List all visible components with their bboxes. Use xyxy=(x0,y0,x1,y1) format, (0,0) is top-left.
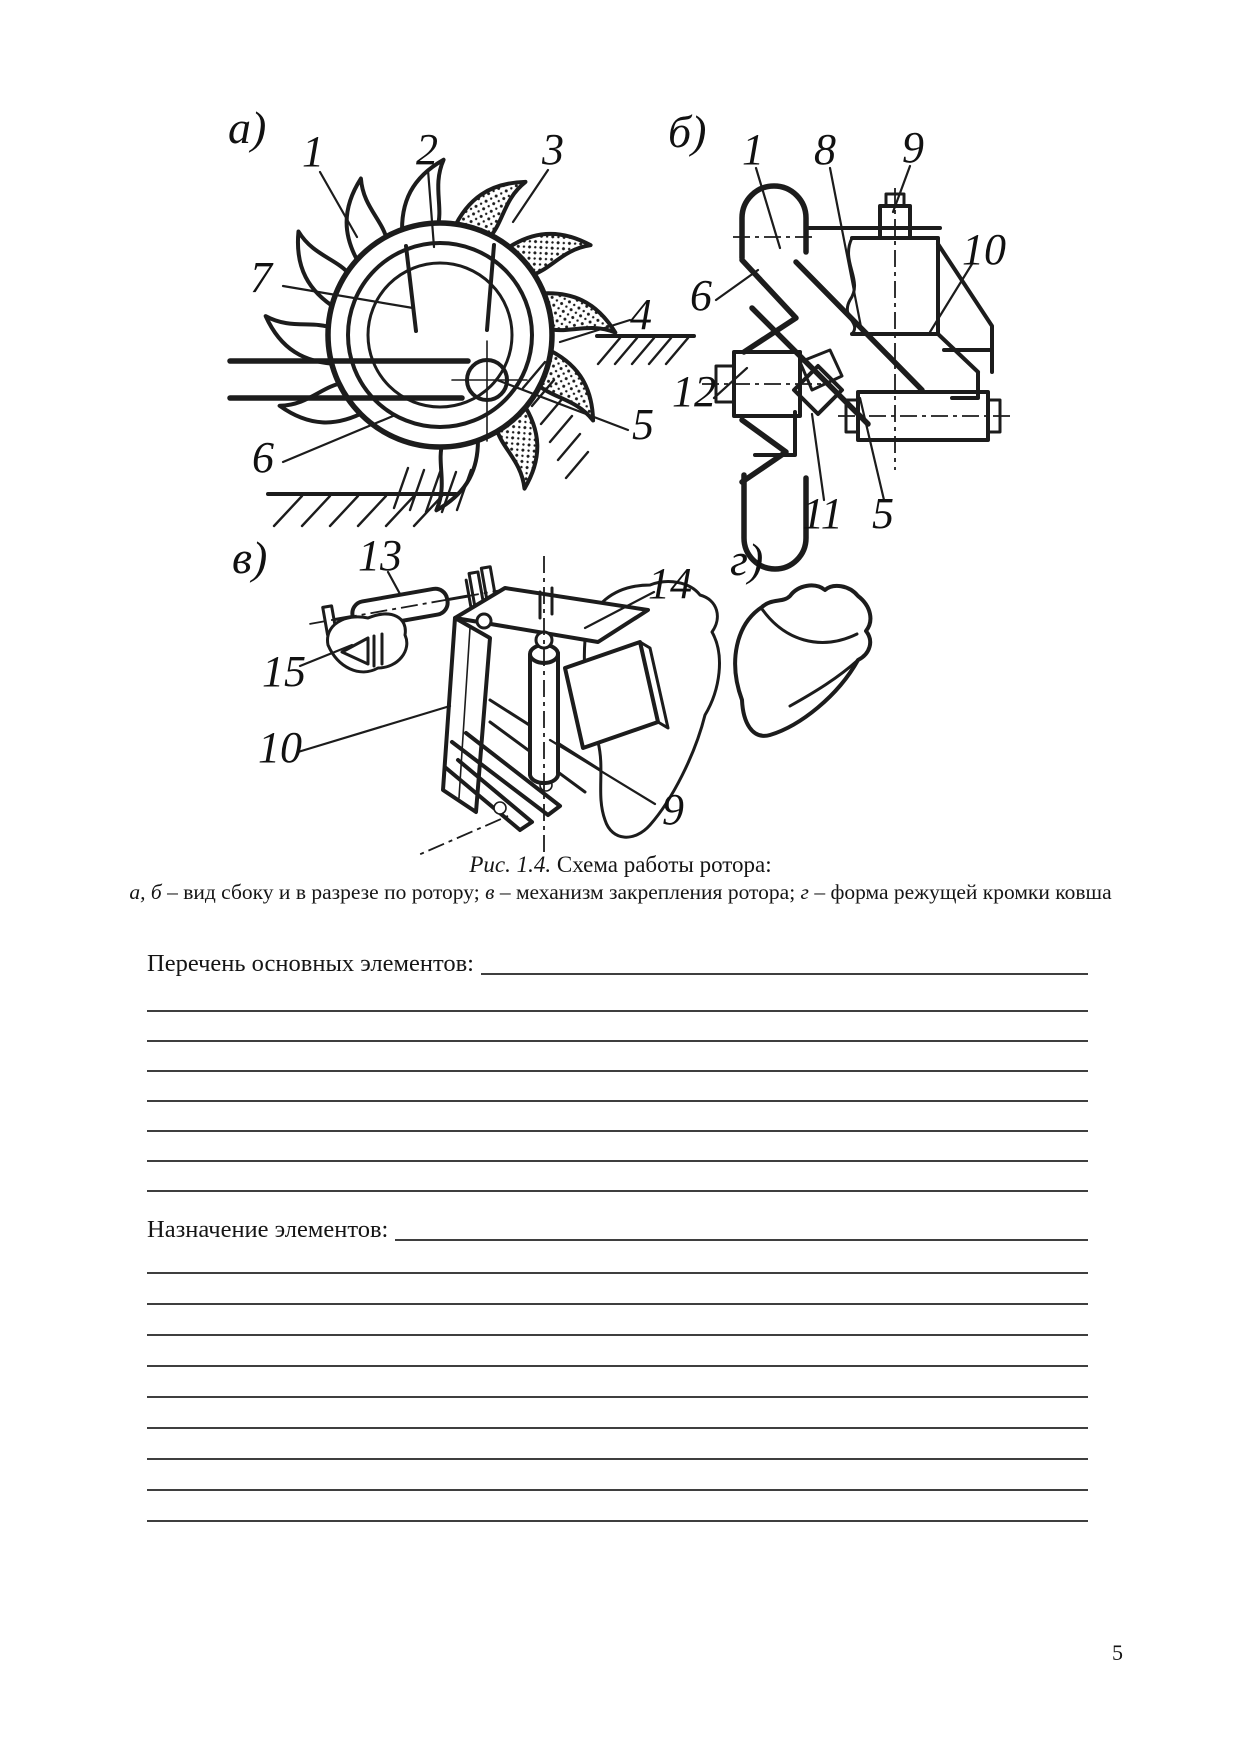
figure-reference: Рис. 1.4. xyxy=(469,852,552,877)
upper-arm-capsule xyxy=(742,186,806,258)
part-label: 1 xyxy=(742,125,764,174)
part-label: 4 xyxy=(630,290,652,339)
part-label: 7 xyxy=(250,253,272,302)
caption-segment: а, б xyxy=(129,880,162,904)
blank-writing-line xyxy=(147,982,1088,1012)
figure-caption-line1 xyxy=(0,851,1241,878)
blank-writing-line xyxy=(147,1274,1088,1305)
blank-writing-line xyxy=(147,1460,1088,1491)
blank-writing-line xyxy=(147,1072,1088,1102)
blank-writing-line xyxy=(147,1305,1088,1336)
part-label: 10 xyxy=(258,723,302,772)
part-label: 1 xyxy=(302,127,324,176)
panel-a-drawing xyxy=(228,102,694,526)
panel-g-letter: г) xyxy=(730,534,764,585)
figure-title: Схема работы ротора: xyxy=(551,852,772,877)
figure-rotor-schematic xyxy=(190,95,1020,855)
part-label: 13 xyxy=(358,531,402,580)
cutting-edge-inner xyxy=(790,660,858,706)
blank-writing-line xyxy=(147,1102,1088,1132)
blank-writing-line xyxy=(147,1429,1088,1460)
blank-writing-line xyxy=(147,1042,1088,1072)
part-label: 5 xyxy=(872,489,894,538)
bucket-arm xyxy=(752,262,922,424)
part-label: 12 xyxy=(672,367,716,416)
cutting-edge-outline xyxy=(735,585,870,735)
panel-b-letter: б) xyxy=(668,106,707,157)
part-label: 9 xyxy=(902,123,924,172)
blank-writing-line xyxy=(147,1132,1088,1162)
part-label: 10 xyxy=(962,225,1006,274)
caption-segment: г xyxy=(800,880,809,904)
blank-writing-line xyxy=(395,1239,1088,1241)
blank-writing-line xyxy=(147,1012,1088,1042)
caption-segment: – форма режущей кромки ковша xyxy=(808,880,1112,904)
part-label: 6 xyxy=(252,433,274,482)
page-number: 5 xyxy=(1112,1640,1123,1665)
section-elements-purpose-lines xyxy=(147,1243,1088,1522)
blank-writing-line xyxy=(147,1398,1088,1429)
blank-writing-line xyxy=(481,973,1088,975)
part-label: 5 xyxy=(632,400,654,449)
panel-a-letter: а) xyxy=(228,102,267,153)
panel-v-letter: в) xyxy=(232,532,268,583)
section-title-text: Перечень основных элементов: xyxy=(147,950,474,977)
part-label: 15 xyxy=(262,647,306,696)
blank-writing-line xyxy=(147,1336,1088,1367)
blank-writing-line xyxy=(147,1243,1088,1274)
section-title-text: Назначение элементов: xyxy=(147,1216,389,1243)
panel-v-drawing xyxy=(232,531,719,855)
part-label: 2 xyxy=(416,125,438,174)
blank-writing-line xyxy=(147,1491,1088,1522)
part-label: 8 xyxy=(814,125,836,174)
blank-writing-line xyxy=(147,1162,1088,1192)
section-elements-list-title xyxy=(147,946,1088,980)
section-elements-list-lines xyxy=(147,982,1088,1192)
part-label: 14 xyxy=(648,559,692,608)
part-label: 6 xyxy=(690,271,712,320)
section-elements-purpose-title xyxy=(147,1212,1088,1246)
caption-segment: в xyxy=(485,880,495,904)
figure-caption-line2 xyxy=(0,879,1241,905)
caption-segment: – механизм закрепления ротора; xyxy=(494,880,801,904)
panel-b-drawing xyxy=(668,106,1010,569)
caption-segment: – вид сбоку и в разрезе по ротору; xyxy=(161,880,486,904)
ground-right xyxy=(597,336,694,364)
cutting-edge-lip xyxy=(762,609,857,642)
part-label: 11 xyxy=(802,489,843,538)
part-label: 3 xyxy=(542,125,564,174)
linkage-upper xyxy=(742,260,796,352)
blank-writing-line xyxy=(147,1367,1088,1398)
ground-bottom-left xyxy=(268,494,456,526)
linkage-lower xyxy=(742,420,786,482)
part-label: 9 xyxy=(662,785,684,834)
rotor-rim-outer xyxy=(328,223,552,447)
panel-g-drawing xyxy=(730,534,870,736)
